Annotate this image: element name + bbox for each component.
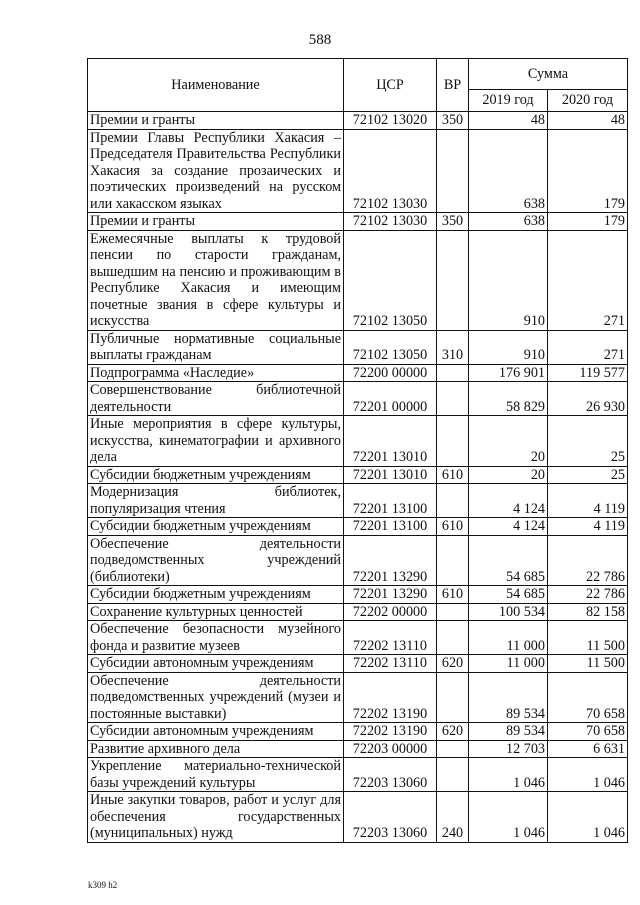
row-sum-2020: 1 046 [548,758,628,792]
row-name: Публичные нормативные социальные выплаты гражданам [88,330,344,364]
table-row [88,112,628,130]
row-sum-2019: 4 124 [469,518,548,536]
row-sum-2020: 6 631 [548,740,628,758]
table-row [88,758,628,792]
row-sum-2019: 89 534 [469,672,548,723]
row-vr [437,364,469,382]
row-name: Ежемесячные выплаты к трудовой пенсии по старости гражданам, вышедшим на пенсию и проживающим в Республике Хакасия и имеющим почетные звания в сфере культуры и искусства [88,230,344,330]
row-vr: 310 [437,330,469,364]
row-sum-2020: 22 786 [548,586,628,604]
row-sum-2019: 176 901 [469,364,548,382]
row-name: Субсидии автономным учреждениям [88,723,344,741]
row-vr [437,129,469,213]
row-sum-2020: 179 [548,213,628,231]
row-vr [437,740,469,758]
row-csr: 72201 00000 [344,382,437,416]
page-number: 588 [308,32,332,48]
row-csr: 72202 13110 [344,655,437,673]
row-csr: 72203 13060 [344,792,437,843]
row-sum-2020: 25 [548,466,628,484]
row-vr: 350 [437,112,469,130]
table-row [88,792,628,843]
row-vr [437,416,469,467]
row-csr: 72102 13050 [344,230,437,330]
row-csr: 72102 13020 [344,112,437,130]
row-sum-2019: 100 534 [469,603,548,621]
row-sum-2020: 26 930 [548,382,628,416]
row-name: Подпрограмма «Наследие» [88,364,344,382]
row-vr: 350 [437,213,469,231]
row-sum-2020: 70 658 [548,672,628,723]
row-sum-2020: 4 119 [548,518,628,536]
row-csr: 72203 13060 [344,758,437,792]
table-row [88,330,628,364]
row-sum-2019: 1 046 [469,792,548,843]
row-vr [437,603,469,621]
row-name: Премии и гранты [88,112,344,130]
table-row [88,723,628,741]
row-csr: 72200 00000 [344,364,437,382]
row-name: Иные закупки товаров, работ и услуг для обеспечения государственных (муниципальных) нужд [88,792,344,843]
header-vr: ВР [437,59,469,112]
table-row [88,484,628,518]
table-row [88,603,628,621]
row-vr: 240 [437,792,469,843]
table-row [88,129,628,213]
row-sum-2019: 1 046 [469,758,548,792]
row-vr [437,382,469,416]
table-row [88,364,628,382]
row-vr [437,621,469,655]
row-sum-2019: 12 703 [469,740,548,758]
row-name: Субсидии бюджетным учреждениям [88,586,344,604]
header-name: Наименование [88,59,344,112]
row-name: Субсидии бюджетным учреждениям [88,466,344,484]
row-name: Укрепление материально-технической базы учреждений культуры [88,758,344,792]
row-name: Субсидии автономным учреждениям [88,655,344,673]
row-csr: 72202 13190 [344,723,437,741]
row-vr [437,484,469,518]
row-name: Сохранение культурных ценностей [88,603,344,621]
row-csr: 72201 13290 [344,586,437,604]
row-name: Премии и гранты [88,213,344,231]
row-sum-2020: 25 [548,416,628,467]
row-vr: 620 [437,655,469,673]
row-sum-2020: 1 046 [548,792,628,843]
row-name: Развитие архивного дела [88,740,344,758]
row-name: Обеспечение деятельности подведомственных учреждений (библиотеки) [88,535,344,586]
table-row [88,655,628,673]
table-row [88,740,628,758]
table-row [88,230,628,330]
row-sum-2019: 910 [469,330,548,364]
row-sum-2019: 54 685 [469,586,548,604]
row-vr [437,535,469,586]
table-row [88,416,628,467]
footer-code: k309 h2 [88,880,118,890]
row-csr: 72202 00000 [344,603,437,621]
row-sum-2020: 11 500 [548,621,628,655]
row-csr: 72102 13050 [344,330,437,364]
row-vr [437,672,469,723]
row-sum-2019: 910 [469,230,548,330]
row-name: Иные мероприятия в сфере культуры, искусства, кинематографии и архивного дела [88,416,344,467]
row-sum-2019: 4 124 [469,484,548,518]
row-vr: 610 [437,466,469,484]
row-sum-2020: 82 158 [548,603,628,621]
row-sum-2019: 89 534 [469,723,548,741]
row-csr: 72201 13100 [344,518,437,536]
row-csr: 72102 13030 [344,129,437,213]
row-name: Обеспечение деятельности подведомственных учреждений (музеи и постоянные выставки) [88,672,344,723]
table-row [88,535,628,586]
table-row [88,621,628,655]
row-sum-2020: 271 [548,330,628,364]
row-sum-2019: 638 [469,213,548,231]
row-sum-2019: 48 [469,112,548,130]
row-sum-2019: 638 [469,129,548,213]
row-sum-2020: 11 500 [548,655,628,673]
row-sum-2020: 70 658 [548,723,628,741]
row-sum-2019: 20 [469,466,548,484]
row-sum-2019: 11 000 [469,655,548,673]
table-row [88,466,628,484]
row-name: Обеспечение безопасности музейного фонда и развитие музеев [88,621,344,655]
row-vr [437,230,469,330]
row-name: Совершенствование библиотечной деятельности [88,382,344,416]
header-sum: Сумма [469,59,628,90]
row-csr: 72201 13010 [344,466,437,484]
header-year-2019: 2019 год [469,90,548,112]
header-year-2020: 2020 год [548,90,628,112]
row-sum-2019: 11 000 [469,621,548,655]
row-sum-2019: 20 [469,416,548,467]
row-sum-2020: 179 [548,129,628,213]
table-row [88,213,628,231]
row-sum-2020: 48 [548,112,628,130]
table-row [88,382,628,416]
row-csr: 72201 13100 [344,484,437,518]
row-csr: 72202 13190 [344,672,437,723]
row-name: Модернизация библиотек, популяризация чтения [88,484,344,518]
table-row [88,672,628,723]
row-csr: 72203 00000 [344,740,437,758]
row-name: Премии Главы Республики Хакасия – Председателя Правительства Республики Хакасия за создание прозаических и поэтических произведений на русском или хакасском языках [88,129,344,213]
row-sum-2019: 58 829 [469,382,548,416]
row-sum-2020: 4 119 [548,484,628,518]
row-vr: 610 [437,518,469,536]
header-csr: ЦСР [344,59,437,112]
budget-table [87,58,628,843]
row-vr: 610 [437,586,469,604]
row-name: Субсидии бюджетным учреждениям [88,518,344,536]
row-sum-2020: 271 [548,230,628,330]
row-csr: 72201 13010 [344,416,437,467]
row-sum-2020: 119 577 [548,364,628,382]
table-row [88,586,628,604]
table-row [88,518,628,536]
row-vr: 620 [437,723,469,741]
row-csr: 72102 13030 [344,213,437,231]
row-csr: 72202 13110 [344,621,437,655]
row-csr: 72201 13290 [344,535,437,586]
row-vr [437,758,469,792]
row-sum-2019: 54 685 [469,535,548,586]
row-sum-2020: 22 786 [548,535,628,586]
